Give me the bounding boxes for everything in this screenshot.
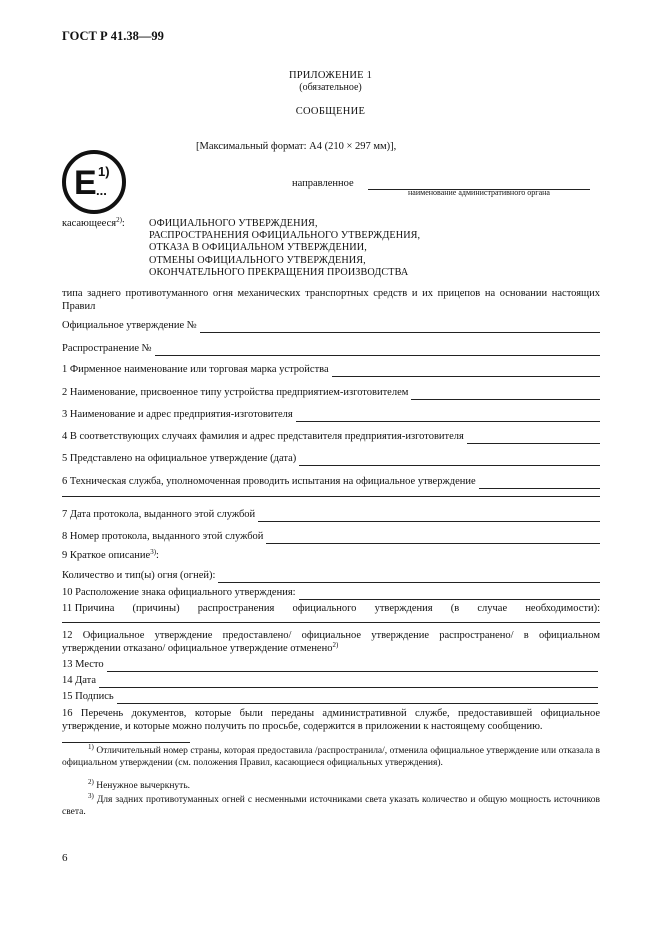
field-5[interactable]: 5 Представлено на официальное утверждение (дата)	[62, 453, 600, 466]
approval-number-field[interactable]: Официальное утверждение №	[62, 320, 600, 333]
field-7[interactable]: 7 Дата протокола, выданного этой службой	[62, 509, 600, 522]
concerning-list	[149, 218, 420, 279]
field-10[interactable]: 10 Расположение знака официального утверждения:	[62, 587, 600, 600]
emblem-dots: ...	[96, 183, 107, 198]
footnote-1: $^{1)}$ Отличительный номер страны, которая предоставила /распространила/, отменила официальное утверждение или отказала в официальном утверждении (см. положения Правил, касающиеся официальных утверждения).	[62, 743, 601, 768]
footnote-divider	[62, 742, 190, 743]
approval-mark-circle-icon	[60, 148, 128, 216]
document-code: ГОСТ Р 41.38—99	[62, 29, 164, 43]
field-15-signature[interactable]: 15 Подпись	[62, 691, 598, 704]
field-8[interactable]: 8 Номер протокола, выданного этой службой	[62, 531, 600, 544]
field-11-line[interactable]	[62, 622, 600, 623]
concerning-item: ОКОНЧАТЕЛЬНОГО ПРЕКРАЩЕНИЯ ПРОИЗВОДСТВА	[149, 266, 409, 278]
field-2[interactable]: 2 Наименование, присвоенное типу устройства предприятием-изготовителем	[62, 387, 600, 400]
field-4[interactable]: 4 В соответствующих случаях фамилия и адрес представителя предприятия-изготовителя	[62, 431, 600, 444]
concerning-label: касающееся$^{2)}$:	[62, 216, 125, 229]
field-3[interactable]: 3 Наименование и адрес предприятия-изготовителя	[62, 409, 600, 422]
sent-label: направленное	[292, 178, 354, 189]
message-title: СООБЩЕНИЕ	[295, 106, 366, 117]
appendix-title: ПРИЛОЖЕНИЕ 1	[288, 70, 373, 81]
concerning-item: РАСПРОСТРАНЕНИЯ ОФИЦИАЛЬНОГО УТВЕРЖДЕНИЯ,	[149, 230, 421, 242]
max-format-note: [Максимальный формат: А4 (210 × 297 мм)],	[196, 141, 397, 152]
concerning-item: ОФИЦИАЛЬНОГО УТВЕРЖДЕНИЯ,	[149, 218, 318, 229]
emblem-superscript: 1)	[98, 164, 110, 179]
concerning-item: ОТКАЗА В ОФИЦИАЛЬНОМ УТВЕРЖДЕНИИ,	[149, 242, 367, 254]
footnote-2: $^{2)}$ Ненужное вычеркнуть.	[88, 778, 191, 791]
field-6-line[interactable]	[62, 496, 600, 497]
appendix-subtitle: (обязательное)	[299, 82, 362, 93]
type-paragraph: типа заднего противотуманного огня механических транспортных средств и их прицепов на основании настоящих Правил	[62, 288, 600, 312]
extension-number-field[interactable]: Распространение №	[62, 343, 600, 356]
lamp-count-field[interactable]: Количество и тип(ы) огня (огней):	[62, 570, 600, 583]
concerning-item: ОТМЕНЫ ОФИЦИАЛЬНОГО УТВЕРЖДЕНИЯ,	[149, 254, 366, 266]
field-16: 16 Перечень документов, которые были переданы административной службе, предоставившей официальное утверждение, и которые можно получить по просьбе, содержится в приложении к настоящему сообщению.	[62, 708, 600, 732]
field-11: 11 Причина (причины) распространения официального утверждения (в случае необходимости):	[62, 603, 600, 614]
emblem-letter: E	[74, 164, 97, 202]
sent-hint: наименование административного органа	[408, 188, 550, 197]
field-12: 12 Официальное утверждение предоставлено/ официальное утверждение распространено/ в официальном утверждении отказано/ официальное утверждение отменено$^{2)}$	[62, 630, 600, 654]
field-1[interactable]: 1 Фирменное наименование или торговая марка устройства	[62, 364, 600, 377]
field-9-label: 9 Краткое описание$^{3)}$:	[62, 548, 159, 561]
field-6[interactable]: 6 Техническая служба, уполномоченная проводить испытания на официальное утверждение	[62, 476, 600, 489]
page-number: 6	[62, 852, 68, 864]
field-14-date[interactable]: 14 Дата	[62, 675, 598, 688]
field-13-place[interactable]: 13 Место	[62, 659, 598, 672]
footnote-3: $^{3)}$ Для задних противотуманных огней с несменными источниками света указать количество и общую мощность источников света.	[62, 792, 601, 817]
